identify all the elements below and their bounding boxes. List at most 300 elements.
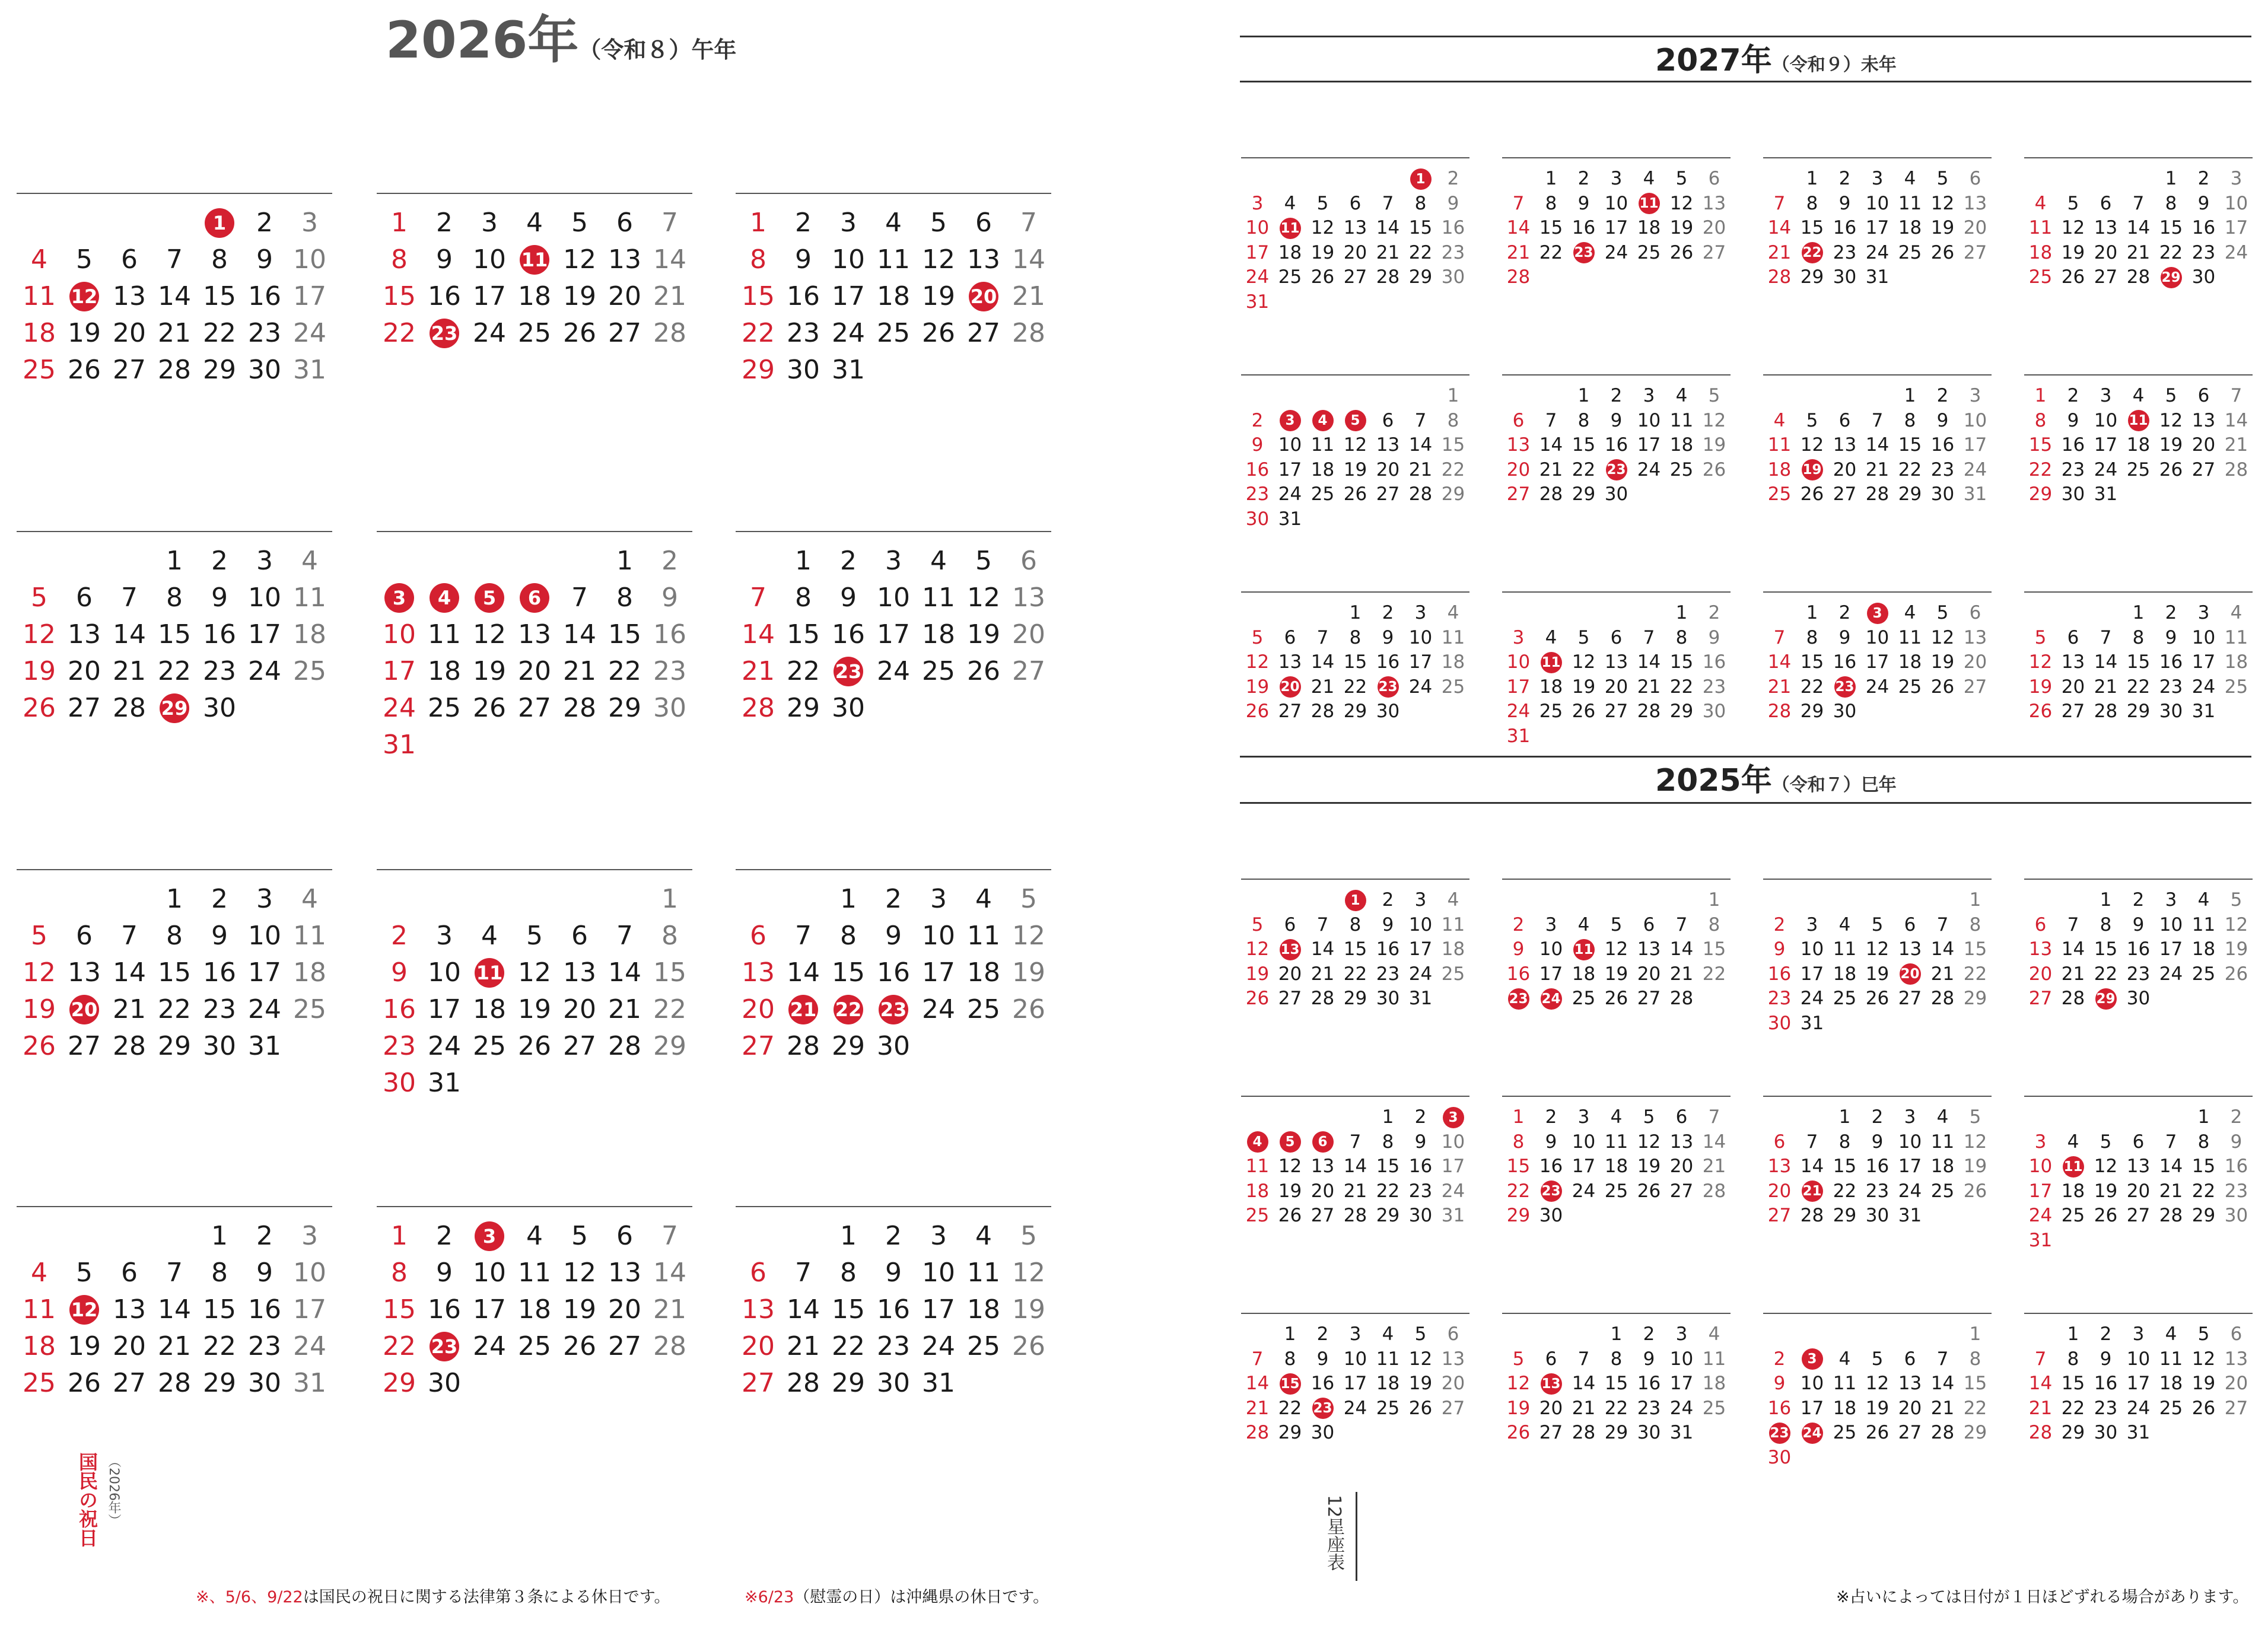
day-cell: 11 xyxy=(967,1258,1000,1288)
day-cell: 16 xyxy=(2191,217,2216,238)
day-cell: 3 xyxy=(1904,1106,1916,1128)
day-cell: 18 xyxy=(1539,676,1563,698)
day-cell: 10 xyxy=(1572,1131,1596,1153)
day-cell: 15 xyxy=(203,281,236,311)
day-cell: 13 xyxy=(608,1258,641,1288)
day-cell: 22 xyxy=(383,318,416,348)
day-cell: 3 xyxy=(2132,1323,2145,1345)
day-cell: 29 xyxy=(832,1031,865,1061)
day-cell: 19 xyxy=(1506,1397,1531,1419)
day-cell: 5 xyxy=(1251,626,1264,648)
day-cell: 16 xyxy=(653,619,686,650)
day-cell: 1 xyxy=(2100,889,2112,911)
day-cell: 4 xyxy=(1447,602,1459,623)
day-cell: 15 xyxy=(2094,938,2118,960)
day-cell: 13 xyxy=(2224,1348,2248,1370)
day-cell: 9 xyxy=(1643,1348,1655,1370)
day-cell: 18 xyxy=(1767,459,1792,480)
day-cell: 10 xyxy=(473,1258,506,1288)
day-cell: 26 xyxy=(1930,676,1955,698)
day-cell: 7 xyxy=(1577,1348,1590,1370)
day-cell: 17 xyxy=(248,619,281,650)
header-rule xyxy=(17,1206,332,1207)
day-cell: 16 xyxy=(1702,651,1726,673)
day-cell: 11 xyxy=(877,244,910,275)
header-rule xyxy=(1241,1096,1469,1097)
day-cell: 7 xyxy=(1349,1131,1362,1153)
day-cell: 7 xyxy=(1806,1131,1818,1153)
day-cell: 1 xyxy=(166,884,183,914)
day-cell: 9 xyxy=(1382,626,1394,648)
day-cell: 16 xyxy=(1767,1397,1792,1419)
day-cell: 8 xyxy=(2165,192,2177,214)
day-cell: 28 xyxy=(1767,701,1792,722)
day-cell: 26 xyxy=(1865,1422,1890,1443)
day-cell: 9 xyxy=(2165,626,2177,648)
day-cell: 14 xyxy=(1767,217,1792,238)
holiday-date-marker: 6 xyxy=(1312,1131,1334,1153)
header-rule xyxy=(1502,1313,1731,1314)
day-cell: 30 xyxy=(1767,1012,1792,1034)
day-cell: 2 xyxy=(1577,168,1590,189)
day-cell: 9 xyxy=(1251,434,1264,456)
day-cell: 5 xyxy=(31,583,47,613)
day-cell: 27 xyxy=(2126,1205,2151,1226)
day-cell: 17 xyxy=(2126,1373,2151,1394)
day-cell: 8 xyxy=(840,921,857,951)
day-cell: 11 xyxy=(1441,626,1465,648)
day-cell: 16 xyxy=(203,957,236,988)
holiday-date-marker: 11 xyxy=(1639,193,1660,214)
day-cell: 11 xyxy=(1833,938,1857,960)
day-cell: 21 xyxy=(1767,676,1792,698)
day-cell: 20 xyxy=(608,1294,641,1325)
day-cell: 23 xyxy=(2094,1397,2118,1419)
day-cell: 18 xyxy=(1278,241,1302,263)
day-cell: 20 xyxy=(1506,459,1531,480)
day-cell: 18 xyxy=(1441,651,1465,673)
day-cell: 12 xyxy=(2061,217,2085,238)
day-cell: 15 xyxy=(2028,434,2053,456)
day-cell: 8 xyxy=(166,921,183,951)
day-cell: 22 xyxy=(1539,241,1563,263)
day-cell: 11 xyxy=(1669,409,1694,431)
header-rule xyxy=(1763,374,1992,376)
day-cell: 26 xyxy=(473,693,506,723)
day-cell: 18 xyxy=(967,957,1000,988)
day-cell: 6 xyxy=(121,1258,138,1288)
day-cell: 27 xyxy=(1376,483,1400,505)
zodiac-divider xyxy=(1356,1492,1357,1581)
day-cell: 12 xyxy=(23,619,56,650)
rule-2025-bottom xyxy=(1240,802,2251,804)
day-cell: 7 xyxy=(1414,409,1427,431)
day-cell: 24 xyxy=(428,1031,461,1061)
day-cell: 15 xyxy=(1963,938,1987,960)
day-cell: 2 xyxy=(1382,889,1394,911)
holiday-date-marker: 29 xyxy=(2161,267,2182,288)
day-cell: 16 xyxy=(1767,963,1792,985)
day-cell: 16 xyxy=(428,1294,461,1325)
day-cell: 4 xyxy=(2230,602,2242,623)
day-cell: 12 xyxy=(1012,921,1045,951)
day-cell: 14 xyxy=(1572,1373,1596,1394)
day-cell: 11 xyxy=(1930,1131,1955,1153)
day-cell: 21 xyxy=(2126,241,2151,263)
day-cell: 30 xyxy=(248,1368,281,1398)
day-cell: 5 xyxy=(1708,385,1720,406)
holiday-date-marker: 13 xyxy=(1541,1373,1562,1395)
day-cell: 24 xyxy=(2191,676,2216,698)
day-cell: 3 xyxy=(885,546,902,576)
day-cell: 31 xyxy=(428,1068,461,1098)
day-cell: 3 xyxy=(1969,385,1981,406)
day-cell: 25 xyxy=(1441,963,1465,985)
day-cell: 12 xyxy=(1930,626,1955,648)
day-cell: 2 xyxy=(256,1221,273,1251)
day-cell: 14 xyxy=(113,957,146,988)
day-cell: 7 xyxy=(2034,1348,2047,1370)
day-cell: 14 xyxy=(742,619,775,650)
day-cell: 8 xyxy=(2067,1348,2079,1370)
day-cell: 20 xyxy=(563,994,596,1024)
day-cell: 11 xyxy=(1604,1131,1628,1153)
day-cell: 17 xyxy=(922,1294,955,1325)
day-cell: 21 xyxy=(1637,676,1661,698)
day-cell: 21 xyxy=(1310,676,1335,698)
day-cell: 5 xyxy=(2165,385,2177,406)
day-cell: 26 xyxy=(1310,266,1335,288)
day-cell: 16 xyxy=(248,1294,281,1325)
day-cell: 31 xyxy=(832,355,865,385)
day-cell: 9 xyxy=(1610,409,1623,431)
day-cell: 12 xyxy=(2028,651,2053,673)
day-cell: 26 xyxy=(563,318,596,348)
day-cell: 15 xyxy=(2191,1156,2216,1177)
day-cell: 13 xyxy=(1506,434,1531,456)
day-cell: 6 xyxy=(2034,914,2047,935)
day-cell: 30 xyxy=(203,1031,236,1061)
day-cell: 19 xyxy=(1865,1397,1890,1419)
day-cell: 23 xyxy=(1767,988,1792,1009)
day-cell: 15 xyxy=(1506,1156,1531,1177)
day-cell: 25 xyxy=(473,1031,506,1061)
day-cell: 11 xyxy=(2224,626,2248,648)
day-cell: 14 xyxy=(158,281,191,311)
day-cell: 28 xyxy=(1930,1422,1955,1443)
holiday-date-marker: 11 xyxy=(1541,652,1562,673)
day-cell: 16 xyxy=(1572,217,1596,238)
day-cell: 24 xyxy=(832,318,865,348)
day-cell: 10 xyxy=(1408,914,1433,935)
day-cell: 22 xyxy=(653,994,686,1024)
day-cell: 8 xyxy=(2034,409,2047,431)
holiday-date-marker: 23 xyxy=(834,657,863,686)
holiday-date-marker: 20 xyxy=(1900,963,1921,985)
day-cell: 12 xyxy=(1702,409,1726,431)
day-cell: 16 xyxy=(2094,1373,2118,1394)
day-cell: 25 xyxy=(1930,1180,1955,1202)
day-cell: 5 xyxy=(1020,1221,1037,1251)
day-cell: 16 xyxy=(1833,651,1857,673)
day-cell: 28 xyxy=(113,693,146,723)
day-cell: 10 xyxy=(1963,409,1987,431)
holiday-date-marker: 11 xyxy=(520,245,549,275)
day-cell: 27 xyxy=(1898,988,1922,1009)
day-cell: 2 xyxy=(436,1221,453,1251)
day-cell: 18 xyxy=(922,619,955,650)
day-cell: 1 xyxy=(1806,602,1818,623)
day-cell: 27 xyxy=(518,693,551,723)
year-label-2026: 2026年 xyxy=(386,11,579,70)
day-cell: 7 xyxy=(2230,385,2242,406)
day-cell: 30 xyxy=(1539,1205,1563,1226)
header-rule xyxy=(1241,1313,1469,1314)
day-cell: 23 xyxy=(1408,1180,1433,1202)
day-cell: 25 xyxy=(2159,1397,2183,1419)
holiday-date-marker: 24 xyxy=(1541,988,1562,1010)
header-rule xyxy=(736,193,1051,194)
day-cell: 22 xyxy=(1408,241,1433,263)
day-cell: 27 xyxy=(1506,483,1531,505)
day-cell: 13 xyxy=(2126,1156,2151,1177)
day-cell: 8 xyxy=(1382,1131,1394,1153)
holiday-date-marker: 1 xyxy=(1345,890,1366,911)
day-cell: 22 xyxy=(203,1331,236,1361)
day-cell: 6 xyxy=(616,1221,633,1251)
day-cell: 11 xyxy=(23,281,56,311)
day-cell: 20 xyxy=(1343,241,1367,263)
day-cell: 29 xyxy=(2126,701,2151,722)
day-cell: 21 xyxy=(2061,963,2085,985)
day-cell: 27 xyxy=(563,1031,596,1061)
day-cell: 18 xyxy=(293,619,326,650)
day-cell: 23 xyxy=(383,1031,416,1061)
day-cell: 6 xyxy=(2132,1131,2145,1153)
holiday-date-marker: 19 xyxy=(1802,459,1823,480)
day-cell: 21 xyxy=(113,994,146,1024)
day-cell: 4 xyxy=(1284,192,1296,214)
day-cell: 9 xyxy=(1545,1131,1557,1153)
day-cell: 8 xyxy=(211,1258,228,1288)
day-cell: 19 xyxy=(967,619,1000,650)
day-cell: 8 xyxy=(1675,626,1688,648)
day-cell: 4 xyxy=(1675,385,1688,406)
day-cell: 5 xyxy=(1512,1348,1525,1370)
day-cell: 17 xyxy=(1441,1156,1465,1177)
day-cell: 12 xyxy=(563,244,596,275)
day-cell: 5 xyxy=(1577,626,1590,648)
day-cell: 9 xyxy=(2100,1348,2112,1370)
day-cell: 12 xyxy=(1343,434,1367,456)
holiday-date-marker: 21 xyxy=(1802,1180,1823,1202)
day-cell: 31 xyxy=(1278,508,1302,530)
day-cell: 7 xyxy=(1316,626,1329,648)
header-rule xyxy=(1763,157,1992,158)
day-cell: 5 xyxy=(2034,626,2047,648)
day-cell: 20 xyxy=(1898,1397,1922,1419)
day-cell: 11 xyxy=(1702,1348,1726,1370)
holiday-date-marker: 23 xyxy=(1378,676,1399,698)
day-cell: 15 xyxy=(1800,651,1824,673)
day-cell: 27 xyxy=(2061,701,2085,722)
day-cell: 27 xyxy=(113,1368,146,1398)
day-cell: 31 xyxy=(2094,483,2118,505)
day-cell: 31 xyxy=(293,1368,326,1398)
day-cell: 22 xyxy=(1278,1397,1302,1419)
day-cell: 15 xyxy=(1800,217,1824,238)
day-cell: 19 xyxy=(1604,963,1628,985)
day-cell: 11 xyxy=(2028,217,2053,238)
day-cell: 12 xyxy=(1245,938,1270,960)
day-cell: 20 xyxy=(1441,1373,1465,1394)
day-cell: 13 xyxy=(68,957,101,988)
day-cell: 9 xyxy=(436,1258,453,1288)
day-cell: 23 xyxy=(2126,963,2151,985)
day-cell: 3 xyxy=(481,208,498,238)
day-cell: 15 xyxy=(742,281,775,311)
day-cell: 27 xyxy=(608,318,641,348)
day-cell: 10 xyxy=(1800,938,1824,960)
day-cell: 2 xyxy=(1316,1323,1329,1345)
day-cell: 18 xyxy=(2061,1180,2085,1202)
header-rule xyxy=(1241,879,1469,880)
day-cell: 15 xyxy=(1963,1373,1987,1394)
day-cell: 24 xyxy=(248,994,281,1024)
day-cell: 12 xyxy=(2094,1156,2118,1177)
day-cell: 27 xyxy=(113,355,146,385)
day-cell: 12 xyxy=(2159,409,2183,431)
day-cell: 13 xyxy=(1702,192,1726,214)
day-cell: 23 xyxy=(2159,676,2183,698)
day-cell: 18 xyxy=(293,957,326,988)
day-cell: 14 xyxy=(1376,217,1400,238)
day-cell: 4 xyxy=(2132,385,2145,406)
day-cell: 13 xyxy=(2061,651,2085,673)
day-cell: 20 xyxy=(1963,217,1987,238)
day-cell: 2 xyxy=(1251,409,1264,431)
day-cell: 5 xyxy=(2067,192,2079,214)
day-cell: 25 xyxy=(2224,676,2248,698)
day-cell: 8 xyxy=(1577,409,1590,431)
day-cell: 8 xyxy=(391,244,408,275)
day-cell: 29 xyxy=(1800,701,1824,722)
day-cell: 20 xyxy=(2061,676,2085,698)
day-cell: 13 xyxy=(113,281,146,311)
day-cell: 20 xyxy=(68,656,101,686)
day-cell: 9 xyxy=(1708,626,1720,648)
day-cell: 13 xyxy=(1604,651,1628,673)
day-cell: 12 xyxy=(1012,1258,1045,1288)
day-cell: 5 xyxy=(1020,884,1037,914)
day-cell: 28 xyxy=(1865,483,1890,505)
day-cell: 16 xyxy=(1408,1156,1433,1177)
day-cell: 25 xyxy=(2061,1205,2085,1226)
day-cell: 19 xyxy=(2094,1180,2118,1202)
day-cell: 6 xyxy=(1447,1323,1459,1345)
day-cell: 24 xyxy=(1572,1180,1596,1202)
day-cell: 1 xyxy=(1447,385,1459,406)
day-cell: 24 xyxy=(1408,963,1433,985)
day-cell: 26 xyxy=(1669,241,1694,263)
day-cell: 20 xyxy=(742,1331,775,1361)
day-cell: 11 xyxy=(1245,1156,1270,1177)
day-cell: 30 xyxy=(1408,1205,1433,1226)
day-cell: 7 xyxy=(1773,626,1786,648)
holiday-date-marker: 23 xyxy=(1508,988,1529,1010)
day-cell: 29 xyxy=(1343,988,1367,1009)
day-cell: 21 xyxy=(1310,963,1335,985)
day-cell: 12 xyxy=(1800,434,1824,456)
day-cell: 26 xyxy=(1408,1397,1433,1419)
day-cell: 17 xyxy=(473,281,506,311)
day-cell: 23 xyxy=(2191,241,2216,263)
day-cell: 4 xyxy=(1643,168,1655,189)
day-cell: 4 xyxy=(1936,1106,1949,1128)
day-cell: 8 xyxy=(1806,626,1818,648)
day-cell: 14 xyxy=(1012,244,1045,275)
day-cell: 29 xyxy=(1604,1422,1628,1443)
day-cell: 10 xyxy=(1898,1131,1922,1153)
holiday-date-marker: 23 xyxy=(1312,1398,1334,1419)
day-cell: 26 xyxy=(1637,1180,1661,1202)
day-cell: 17 xyxy=(1604,217,1628,238)
day-cell: 26 xyxy=(563,1331,596,1361)
day-cell: 3 xyxy=(1806,914,1818,935)
day-cell: 16 xyxy=(877,957,910,988)
day-cell: 22 xyxy=(2094,963,2118,985)
holiday-note-1-red: ※、5/6、9/22 xyxy=(196,1588,303,1606)
holiday-date-marker: 22 xyxy=(834,995,863,1024)
day-cell: 9 xyxy=(211,921,228,951)
day-cell: 10 xyxy=(1278,434,1302,456)
day-cell: 6 xyxy=(750,1258,766,1288)
holiday-date-marker: 11 xyxy=(2128,410,2149,431)
day-cell: 17 xyxy=(2224,217,2248,238)
day-cell: 8 xyxy=(1447,409,1459,431)
day-cell: 17 xyxy=(1408,938,1433,960)
day-cell: 8 xyxy=(1904,409,1916,431)
day-cell: 10 xyxy=(473,244,506,275)
day-cell: 28 xyxy=(1245,1422,1270,1443)
header-rule xyxy=(2024,1313,2253,1314)
day-cell: 9 xyxy=(436,244,453,275)
day-cell: 22 xyxy=(2191,1180,2216,1202)
day-cell: 7 xyxy=(2165,1131,2177,1153)
day-cell: 24 xyxy=(1408,676,1433,698)
day-cell: 14 xyxy=(1506,217,1531,238)
day-cell: 12 xyxy=(1865,938,1890,960)
day-cell: 1 xyxy=(1545,168,1557,189)
day-cell: 10 xyxy=(1441,1131,1465,1153)
day-cell: 28 xyxy=(787,1368,820,1398)
day-cell: 3 xyxy=(930,1221,947,1251)
day-cell: 31 xyxy=(1441,1205,1465,1226)
day-cell: 25 xyxy=(1376,1397,1400,1419)
day-cell: 16 xyxy=(2224,1156,2248,1177)
day-cell: 14 xyxy=(1767,651,1792,673)
day-cell: 10 xyxy=(1245,217,1270,238)
header-rule xyxy=(2024,879,2253,880)
day-cell: 12 xyxy=(2224,914,2248,935)
day-cell: 1 xyxy=(1904,385,1916,406)
day-cell: 25 xyxy=(23,355,56,385)
day-cell: 24 xyxy=(473,318,506,348)
day-cell: 18 xyxy=(1833,1397,1857,1419)
day-cell: 14 xyxy=(2094,651,2118,673)
day-cell: 30 xyxy=(2061,483,2085,505)
day-cell: 30 xyxy=(383,1068,416,1098)
